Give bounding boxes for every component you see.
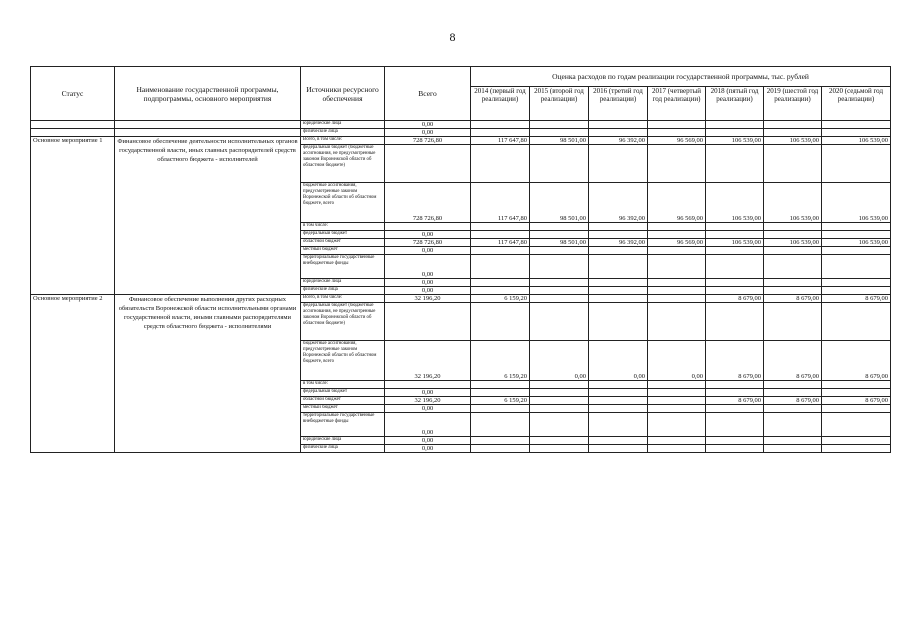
total-cell: 32 196,20: [385, 397, 471, 405]
year-cell: [764, 389, 822, 397]
year-cell: [648, 295, 706, 303]
year-cell: [471, 389, 530, 397]
year-cell: [530, 255, 589, 279]
year-cell: [589, 389, 648, 397]
year-cell: [764, 279, 822, 287]
year-cell: [471, 413, 530, 437]
header-name: Наименование государственной программы, подпрограммы, основного мероприятия: [115, 67, 301, 121]
table-row: [31, 295, 891, 303]
name-cell: Финансовое обеспечение деятельности исполнительных органов государственной власти, иных главных распорядителей средств областного бюджета - исполнителей: [115, 137, 301, 295]
year-header: 2017 (четвертый год реализации): [648, 87, 706, 121]
year-cell: [764, 129, 822, 137]
total-cell: 728 726,80: [385, 137, 471, 145]
total-cell: 0,00: [385, 405, 471, 413]
year-cell: [648, 413, 706, 437]
total-cell: 0,00: [385, 129, 471, 137]
year-cell: [530, 287, 589, 295]
year-cell: [822, 145, 891, 183]
year-cell: [589, 437, 648, 445]
header-status: Статус: [31, 67, 115, 121]
year-cell: [589, 397, 648, 405]
year-cell: [471, 381, 530, 389]
total-cell: 0,00: [385, 445, 471, 453]
year-cell: [822, 445, 891, 453]
table-row: [31, 137, 891, 145]
year-cell: 8 679,00: [822, 341, 891, 381]
year-cell: [471, 405, 530, 413]
year-cell: 96 392,00: [589, 137, 648, 145]
year-cell: 8 679,00: [764, 341, 822, 381]
expense-table: [30, 66, 891, 453]
total-cell: 0,00: [385, 279, 471, 287]
source-cell: физические лица: [301, 129, 385, 137]
source-cell: юридические лица: [301, 279, 385, 287]
year-cell: [648, 381, 706, 389]
year-cell: 117 647,80: [471, 137, 530, 145]
year-cell: [471, 279, 530, 287]
source-cell: в том числе:: [301, 381, 385, 389]
year-cell: [589, 231, 648, 239]
year-header: 2018 (пятый год реализации): [706, 87, 764, 121]
source-cell: физические лица: [301, 445, 385, 453]
year-cell: 6 159,20: [471, 295, 530, 303]
status-cell: [31, 129, 115, 137]
year-cell: 106 539,00: [706, 183, 764, 223]
year-header: 2019 (шестой год реализации): [764, 87, 822, 121]
total-cell: 32 196,20: [385, 295, 471, 303]
year-cell: [648, 389, 706, 397]
year-cell: [764, 121, 822, 129]
year-cell: [822, 287, 891, 295]
year-cell: [764, 255, 822, 279]
year-cell: [706, 445, 764, 453]
table-body: [31, 121, 891, 453]
year-cell: [471, 437, 530, 445]
year-cell: [589, 445, 648, 453]
source-cell: территориальные государственные внебюджетные фонды: [301, 413, 385, 437]
year-cell: 8 679,00: [822, 295, 891, 303]
year-cell: 96 392,00: [589, 239, 648, 247]
year-cell: [589, 279, 648, 287]
source-cell: федеральный бюджет (бюджетные ассигнования, не предусмотренные законом Воронежской области об областном бюджете): [301, 145, 385, 183]
source-cell: федеральный бюджет: [301, 231, 385, 239]
total-cell: 0,00: [385, 389, 471, 397]
total-cell: 0,00: [385, 255, 471, 279]
year-cell: [764, 145, 822, 183]
total-cell: 728 726,80: [385, 239, 471, 247]
total-cell: 32 196,20: [385, 341, 471, 381]
year-cell: [706, 381, 764, 389]
year-cell: [530, 145, 589, 183]
year-cell: [706, 413, 764, 437]
year-cell: [648, 255, 706, 279]
year-cell: [764, 413, 822, 437]
table-row: [31, 121, 891, 129]
year-cell: 8 679,00: [822, 397, 891, 405]
year-cell: [764, 223, 822, 231]
year-cell: 8 679,00: [706, 341, 764, 381]
year-cell: [822, 121, 891, 129]
year-cell: [530, 445, 589, 453]
source-cell: местный бюджет: [301, 247, 385, 255]
year-cell: [822, 413, 891, 437]
year-cell: [764, 437, 822, 445]
year-cell: [706, 405, 764, 413]
year-cell: [822, 231, 891, 239]
page-number: 8: [449, 30, 456, 44]
header-estimate: Оценка расходов по годам реализации государственной программы, тыс. рублей: [471, 67, 891, 87]
total-cell: [385, 223, 471, 231]
year-cell: [764, 287, 822, 295]
header-total: Всего: [385, 67, 471, 121]
year-cell: [530, 247, 589, 255]
year-cell: [589, 287, 648, 295]
year-cell: [648, 397, 706, 405]
year-cell: [589, 381, 648, 389]
year-cell: [471, 287, 530, 295]
year-cell: [530, 413, 589, 437]
year-cell: [706, 287, 764, 295]
year-cell: [530, 231, 589, 239]
year-cell: [530, 295, 589, 303]
source-cell: физические лица: [301, 287, 385, 295]
year-cell: [764, 445, 822, 453]
year-header: 2016 (третий год реализации): [589, 87, 648, 121]
year-cell: [706, 255, 764, 279]
source-cell: Всего, в том числе:: [301, 137, 385, 145]
year-cell: [589, 145, 648, 183]
year-cell: [471, 121, 530, 129]
year-cell: [706, 437, 764, 445]
total-cell: 0,00: [385, 413, 471, 437]
source-cell: местный бюджет: [301, 405, 385, 413]
year-cell: [589, 121, 648, 129]
year-cell: 106 539,00: [822, 183, 891, 223]
year-cell: [764, 247, 822, 255]
year-header: 2020 (седьмой год реализации): [822, 87, 891, 121]
total-cell: [385, 303, 471, 341]
source-cell: областной бюджет: [301, 397, 385, 405]
year-cell: [530, 129, 589, 137]
year-cell: [589, 129, 648, 137]
year-cell: [471, 255, 530, 279]
year-cell: [822, 255, 891, 279]
year-cell: [589, 255, 648, 279]
year-cell: [764, 303, 822, 341]
year-cell: [648, 437, 706, 445]
year-cell: 0,00: [648, 341, 706, 381]
name-cell: Финансовое обеспечение выполнения других расходных обязательств Воронежской области исполнительными органами государственной власти, иными главными распорядителями средств областного бюджета - исполнителями: [115, 295, 301, 453]
year-cell: [589, 295, 648, 303]
year-cell: [706, 231, 764, 239]
year-cell: [822, 437, 891, 445]
year-cell: 8 679,00: [706, 295, 764, 303]
year-cell: 117 647,80: [471, 183, 530, 223]
year-cell: 8 679,00: [706, 397, 764, 405]
year-cell: [589, 413, 648, 437]
year-cell: 8 679,00: [764, 397, 822, 405]
year-cell: [706, 303, 764, 341]
year-cell: [589, 303, 648, 341]
year-cell: [648, 303, 706, 341]
source-cell: федеральный бюджет: [301, 389, 385, 397]
total-cell: 0,00: [385, 247, 471, 255]
year-cell: [706, 223, 764, 231]
year-cell: 6 159,20: [471, 341, 530, 381]
year-cell: [648, 223, 706, 231]
total-cell: 728 726,80: [385, 183, 471, 223]
year-cell: [648, 121, 706, 129]
source-cell: бюджетные ассигнования, предусмотренные законом Воронежской области об областном бюджете, всего: [301, 341, 385, 381]
status-cell: Основное мероприятие 1: [31, 137, 115, 295]
year-cell: [530, 223, 589, 231]
year-cell: [822, 279, 891, 287]
year-cell: 96 569,00: [648, 183, 706, 223]
year-cell: 106 539,00: [764, 137, 822, 145]
year-cell: [589, 405, 648, 413]
year-cell: [706, 279, 764, 287]
year-cell: [471, 247, 530, 255]
year-cell: 6 159,20: [471, 397, 530, 405]
year-cell: [706, 121, 764, 129]
year-cell: [648, 279, 706, 287]
year-cell: [471, 129, 530, 137]
year-cell: [530, 405, 589, 413]
source-cell: юридические лица: [301, 437, 385, 445]
year-cell: [530, 389, 589, 397]
name-cell: [115, 129, 301, 137]
status-cell: [31, 121, 115, 129]
year-cell: 106 539,00: [706, 137, 764, 145]
source-cell: в том числе:: [301, 223, 385, 231]
source-cell: федеральный бюджет (бюджетные ассигнования, не предусмотренные законом Воронежской области об областном бюджете): [301, 303, 385, 341]
year-cell: [589, 247, 648, 255]
year-cell: [648, 287, 706, 295]
year-cell: [589, 223, 648, 231]
total-cell: 0,00: [385, 121, 471, 129]
year-cell: [648, 445, 706, 453]
year-cell: [530, 437, 589, 445]
year-cell: [471, 303, 530, 341]
year-cell: 98 501,00: [530, 239, 589, 247]
year-cell: [530, 303, 589, 341]
status-cell: Основное мероприятие 2: [31, 295, 115, 453]
source-cell: бюджетные ассигнования, предусмотренные законом Воронежской области об областном бюджете, всего: [301, 183, 385, 223]
year-cell: [471, 145, 530, 183]
year-header: 2014 (первый год реализации): [471, 87, 530, 121]
source-cell: Всего, в том числе:: [301, 295, 385, 303]
year-cell: 117 647,80: [471, 239, 530, 247]
year-cell: [822, 405, 891, 413]
year-header: 2015 (второй год реализации): [530, 87, 589, 121]
year-cell: 8 679,00: [764, 295, 822, 303]
year-cell: 0,00: [589, 341, 648, 381]
year-cell: [648, 145, 706, 183]
year-cell: [764, 405, 822, 413]
total-cell: 0,00: [385, 437, 471, 445]
year-cell: [471, 223, 530, 231]
year-cell: 96 392,00: [589, 183, 648, 223]
year-cell: 96 569,00: [648, 239, 706, 247]
year-cell: 96 569,00: [648, 137, 706, 145]
year-cell: [764, 231, 822, 239]
year-cell: [530, 381, 589, 389]
source-cell: территориальные государственные внебюджетные фонды: [301, 255, 385, 279]
year-cell: [648, 129, 706, 137]
year-cell: 106 539,00: [764, 183, 822, 223]
total-cell: 0,00: [385, 287, 471, 295]
source-cell: юридические лица: [301, 121, 385, 129]
year-cell: [706, 129, 764, 137]
year-cell: 106 539,00: [706, 239, 764, 247]
year-cell: 106 539,00: [764, 239, 822, 247]
year-cell: [706, 145, 764, 183]
table-row: [31, 129, 891, 137]
year-cell: [764, 381, 822, 389]
year-cell: [648, 247, 706, 255]
year-cell: 98 501,00: [530, 183, 589, 223]
header-sources: Источники ресурсного обеспечения: [301, 67, 385, 121]
year-cell: 106 539,00: [822, 239, 891, 247]
year-cell: [822, 303, 891, 341]
name-cell: [115, 121, 301, 129]
year-cell: [822, 247, 891, 255]
year-cell: [648, 405, 706, 413]
total-cell: 0,00: [385, 231, 471, 239]
year-cell: [471, 231, 530, 239]
year-cell: [822, 223, 891, 231]
year-cell: [706, 247, 764, 255]
total-cell: [385, 381, 471, 389]
year-cell: [822, 389, 891, 397]
year-cell: [530, 397, 589, 405]
year-cell: [530, 279, 589, 287]
year-cell: 98 501,00: [530, 137, 589, 145]
year-cell: [530, 121, 589, 129]
year-cell: [822, 129, 891, 137]
year-cell: [648, 231, 706, 239]
year-cell: [471, 445, 530, 453]
year-cell: [706, 389, 764, 397]
total-cell: [385, 145, 471, 183]
year-cell: 0,00: [530, 341, 589, 381]
year-cell: 106 539,00: [822, 137, 891, 145]
source-cell: областной бюджет: [301, 239, 385, 247]
year-cell: [822, 381, 891, 389]
